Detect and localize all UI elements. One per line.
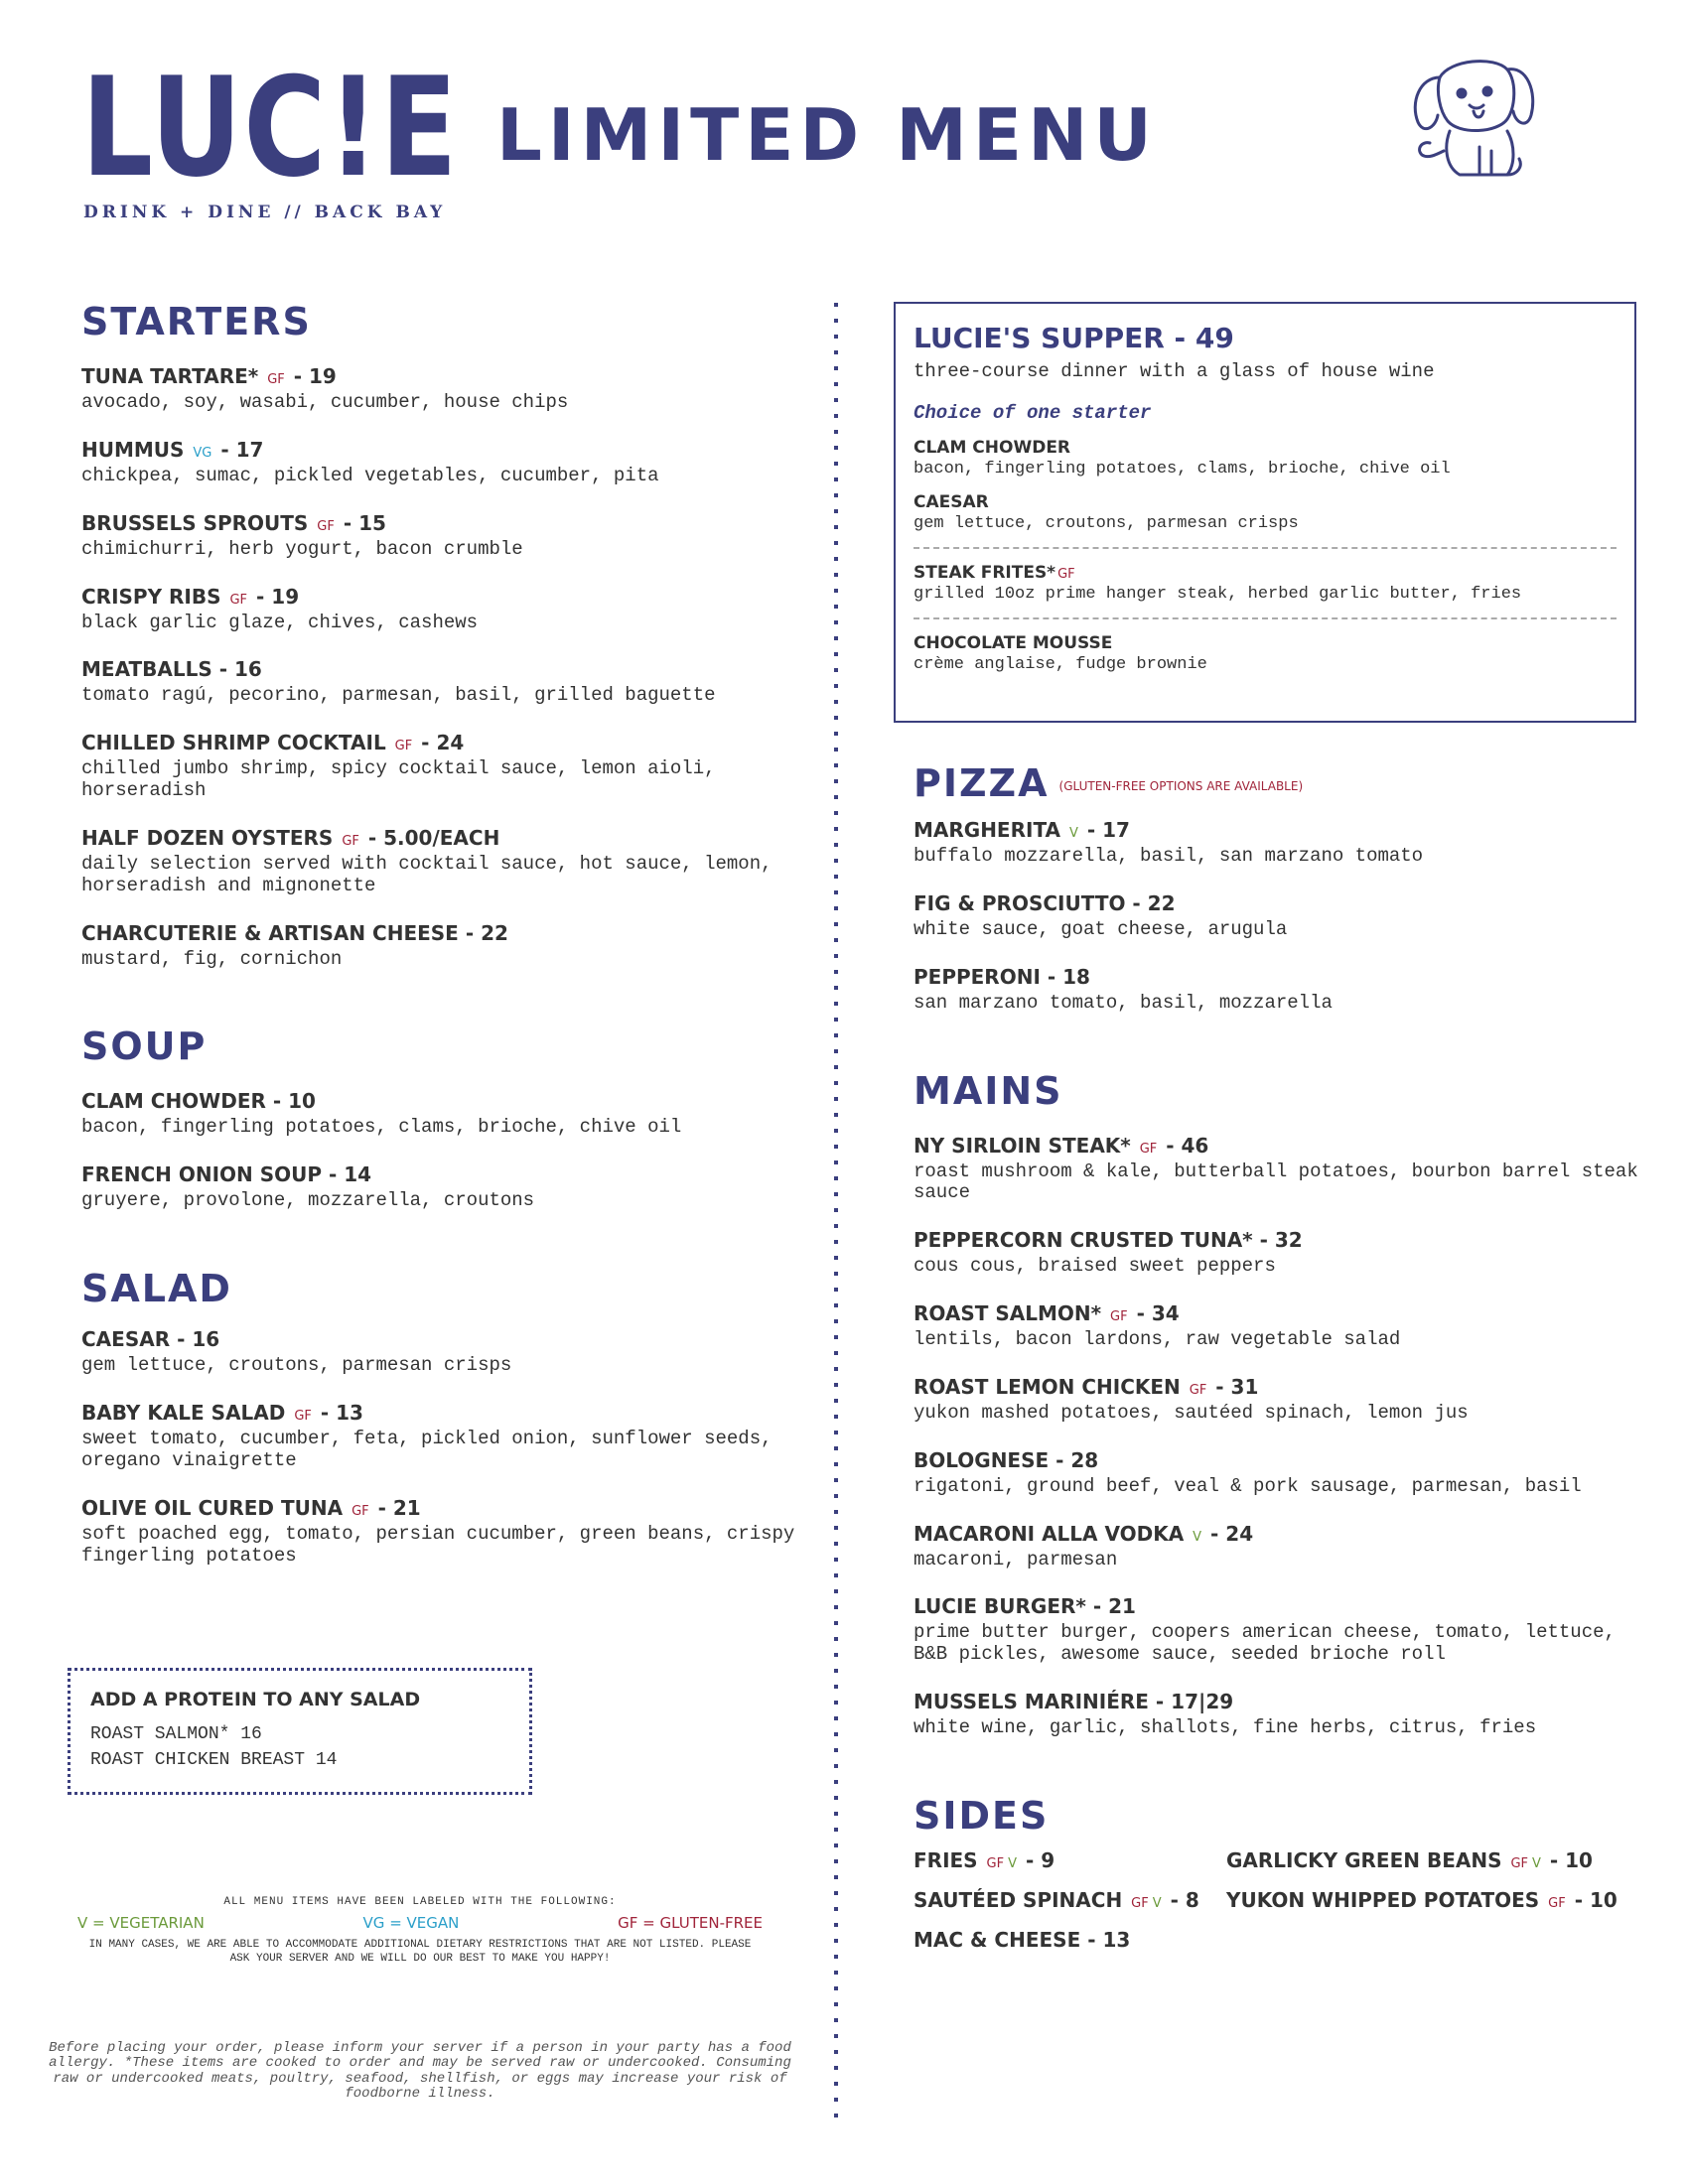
menu-item: [81, 731, 796, 802]
side-item: GARLICKY GREEN BEANS GF V - 10: [1226, 1847, 1593, 1872]
supper-divider: [914, 617, 1617, 619]
supper-title: LUCIE'S SUPPER - 49: [914, 322, 1234, 354]
vegan-tag: VG: [193, 445, 212, 461]
supper-item-desc: crème anglaise, fudge brownie: [914, 655, 1207, 674]
add-protein-title: ADD A PROTEIN TO ANY SALAD: [90, 1689, 421, 1710]
menu-item: [914, 1594, 1638, 1666]
menu-item-name: CAESAR - 16: [81, 1327, 220, 1352]
vegetarian-tag: V: [1008, 1855, 1018, 1871]
soup-title: SOUP: [81, 1024, 208, 1069]
menu-item: [914, 1301, 1638, 1351]
menu-item-name: LUCIE BURGER* - 21: [914, 1594, 1136, 1619]
menu-item: [81, 438, 796, 487]
supper-subtitle: three-course dinner with a glass of house wine: [914, 360, 1435, 382]
menu-item-description: sweet tomato, cucumber, feta, pickled onion, sunflower seeds, oregano vinaigrette: [81, 1427, 773, 1471]
menu-item: [914, 1375, 1638, 1425]
menu-item-description: buffalo mozzarella, basil, san marzano tomato: [914, 845, 1424, 867]
menu-item-description: prime butter burger, coopers american cheese, tomato, lettuce, B&B pickles, awesome sauce, seeded brioche roll: [914, 1621, 1616, 1666]
menu-item-description: yukon mashed potatoes, sautéed spinach, lemon jus: [914, 1401, 1469, 1424]
menu-item-description: daily selection served with cocktail sauce, hot sauce, lemon, horseradish and mignonette: [81, 852, 773, 896]
supper-item-desc: gem lettuce, croutons, parmesan crisps: [914, 514, 1299, 533]
vegetarian-tag: V: [1193, 1529, 1202, 1545]
menu-item-name: CRISPY RIBS GF - 19: [81, 584, 300, 609]
side-item: FRIES GF V - 9: [914, 1847, 1055, 1872]
menu-item: [914, 1448, 1638, 1498]
restaurant-logo: LUC!E: [81, 48, 460, 207]
supper-item: [914, 633, 1617, 674]
supper-item-desc: grilled 10oz prime hanger steak, herbed garlic butter, fries: [914, 585, 1522, 604]
supper-item-name: STEAK FRITES* GF: [914, 563, 1075, 583]
side-item: YUKON WHIPPED POTATOES GF - 10: [1226, 1887, 1618, 1912]
gluten-free-tag: GF: [267, 372, 285, 387]
menu-item-name: MACARONI ALLA VODKA V - 24: [914, 1521, 1254, 1546]
mains-list: [914, 1134, 1638, 1739]
menu-item: [81, 1089, 796, 1139]
menu-item: [81, 585, 796, 634]
mains-title: MAINS: [914, 1068, 1063, 1113]
menu-item-description: black garlic glaze, chives, cashews: [81, 611, 479, 633]
legend-gluten-free: GF = GLUTEN-FREE: [618, 1914, 763, 1932]
supper-choice-label: Choice of one starter: [914, 402, 1152, 424]
starters-title: STARTERS: [81, 300, 312, 343]
protein-option: ROAST SALMON* 16: [90, 1724, 262, 1744]
gluten-free-tag: GF: [1057, 567, 1075, 582]
menu-item-name: HALF DOZEN OYSTERS GF - 5.00/EACH: [81, 825, 500, 850]
menu-item-description: gruyere, provolone, mozzarella, croutons: [81, 1189, 535, 1212]
pizza-list: [914, 818, 1638, 1015]
menu-item-description: gem lettuce, croutons, parmesan crisps: [81, 1354, 512, 1377]
menu-item: [81, 1162, 796, 1212]
protein-option: ROAST CHICKEN BREAST 14: [90, 1750, 338, 1770]
menu-item-description: roast mushroom & kale, butterball potatoes, bourbon barrel steak sauce: [914, 1160, 1638, 1204]
menu-item-description: avocado, soy, wasabi, cucumber, house chips: [81, 391, 569, 413]
menu-item-description: lentils, bacon lardons, raw vegetable salad: [914, 1328, 1401, 1351]
menu-item-name: NY SIRLOIN STEAK* GF - 46: [914, 1133, 1209, 1158]
menu-item-name: FRENCH ONION SOUP - 14: [81, 1162, 372, 1187]
menu-item-name: CHILLED SHRIMP COCKTAIL GF - 24: [81, 731, 465, 755]
menu-item: [914, 818, 1638, 868]
menu-item-name: ROAST SALMON* GF - 34: [914, 1301, 1180, 1326]
menu-item-name: CLAM CHOWDER - 10: [81, 1089, 316, 1114]
left-column: [81, 300, 796, 1567]
menu-item: [81, 1327, 796, 1377]
legend-row: [77, 1914, 763, 1932]
menu-item: [81, 657, 796, 707]
gluten-free-tag: GF: [394, 739, 413, 754]
menu-item: [914, 1228, 1638, 1278]
gluten-free-tag: GF: [294, 1408, 312, 1424]
menu-item-description: chickpea, sumac, pickled vegetables, cucumber, pita: [81, 464, 659, 486]
dietary-legend: [77, 1896, 763, 1967]
supper-item: [914, 563, 1617, 604]
menu-item-description: white wine, garlic, shallots, fine herbs, citrus, fries: [914, 1716, 1537, 1739]
menu-item: [81, 826, 796, 897]
gluten-free-tag: GF: [1110, 1309, 1128, 1325]
pizza-title: PIZZA (GLUTEN-FREE OPTIONS ARE AVAILABLE): [914, 761, 1304, 805]
menu-item-description: tomato ragú, pecorino, parmesan, basil, grilled baguette: [81, 684, 716, 707]
menu-item: [81, 364, 796, 414]
vegetarian-tag: V: [1152, 1895, 1162, 1911]
supper-item: [914, 438, 1617, 478]
menu-item-description: rigatoni, ground beef, veal & pork sausage, parmesan, basil: [914, 1474, 1582, 1497]
vegetarian-tag: V: [1532, 1855, 1541, 1871]
gluten-free-tag: GF: [1131, 1895, 1149, 1911]
menu-item-description: bacon, fingerling potatoes, clams, brioche, chive oil: [81, 1116, 682, 1139]
menu-item-name: MEATBALLS - 16: [81, 657, 262, 682]
legend-heading: ALL MENU ITEMS HAVE BEEN LABELED WITH THE FOLLOWING:: [223, 1896, 617, 1908]
supper-divider: [914, 547, 1617, 549]
menu-item-description: mustard, fig, cornichon: [81, 947, 343, 970]
menu-item-description: cous cous, braised sweet peppers: [914, 1255, 1276, 1278]
supper-item-name: CHOCOLATE MOUSSE: [914, 633, 1113, 653]
menu-item-name: BRUSSELS SPROUTS GF - 15: [81, 510, 386, 535]
menu-item-description: white sauce, goat cheese, arugula: [914, 917, 1288, 940]
menu-item-description: chilled jumbo shrimp, spicy cocktail sauce, lemon aioli, horseradish: [81, 757, 716, 802]
gluten-free-tag: GF: [1189, 1382, 1207, 1398]
gluten-free-tag: GF: [229, 592, 248, 608]
gluten-free-tag: GF: [1510, 1855, 1528, 1871]
menu-item-name: PEPPERCORN CRUSTED TUNA* - 32: [914, 1228, 1303, 1253]
menu-item-description: san marzano tomato, basil, mozzarella: [914, 991, 1333, 1014]
menu-item: [81, 511, 796, 561]
right-column: [914, 761, 1638, 1952]
sides-list: [914, 1848, 1638, 1952]
menu-item: [914, 891, 1638, 941]
menu-item: [914, 1690, 1638, 1739]
salad-title: SALAD: [81, 1267, 232, 1311]
menu-item: [914, 1134, 1638, 1205]
menu-item-name: OLIVE OIL CURED TUNA GF - 21: [81, 1495, 421, 1520]
supper-item-name: CLAM CHOWDER: [914, 438, 1071, 458]
dog-illustration-icon: [1400, 48, 1549, 187]
menu-item-name: HUMMUS VG - 17: [81, 437, 264, 462]
starters-list: [81, 364, 796, 970]
side-item: MAC & CHEESE - 13: [914, 1927, 1131, 1952]
menu-item-name: CHARCUTERIE & ARTISAN CHEESE - 22: [81, 920, 508, 945]
restaurant-tagline: DRINK + DINE // BACK BAY: [83, 203, 447, 222]
supper-item-desc: bacon, fingerling potatoes, clams, brioche, chive oil: [914, 460, 1451, 478]
legend-vegetarian: V = VEGETARIAN: [77, 1914, 205, 1932]
menu-item-name: BABY KALE SALAD GF - 13: [81, 1400, 363, 1425]
supper-item-name: CAESAR: [914, 492, 989, 512]
menu-item-description: soft poached egg, tomato, persian cucumber, green beans, crispy fingerling potatoes: [81, 1522, 795, 1567]
gluten-free-tag: GF: [317, 518, 335, 534]
menu-item-description: macaroni, parmesan: [914, 1548, 1118, 1570]
menu-item-name: FIG & PROSCIUTTO - 22: [914, 890, 1176, 915]
supper-item: [914, 492, 1617, 533]
salad-list: [81, 1327, 796, 1567]
column-divider: [832, 303, 840, 2129]
menu-item: [81, 1401, 796, 1472]
menu-item-description: chimichurri, herb yogurt, bacon crumble: [81, 537, 523, 560]
menu-item-name: BOLOGNESE - 28: [914, 1447, 1099, 1472]
menu-title: LIMITED MENU: [496, 93, 1158, 177]
legend-note: IN MANY CASES, WE ARE ABLE TO ACCOMMODATE ADDITIONAL DIETARY RESTRICTIONS THAT ARE NOT LISTED. PLEASE ASK YOUR SERVER AND WE WILL DO OUR BEST TO MAKE YOU HAPPY!: [88, 1939, 752, 1966]
allergy-disclaimer: Before placing your order, please inform your server if a person in your party has a food allergy. *These items are cooked to order and may be served raw or undercooked. Consuming raw or undercooked meats, poultry, seafood, shellfish, or eggs may increase your risk of foodborne illness.: [49, 2040, 791, 2103]
vegetarian-tag: V: [1068, 826, 1078, 841]
pizza-gluten-free-note: (GLUTEN-FREE OPTIONS ARE AVAILABLE): [1058, 778, 1304, 793]
legend-vegan: VG = VEGAN: [362, 1914, 460, 1932]
sides-title: SIDES: [914, 1793, 1050, 1838]
lucies-supper-box: [894, 302, 1636, 723]
add-protein-box: [68, 1668, 532, 1795]
soup-list: [81, 1089, 796, 1212]
gluten-free-tag: GF: [1548, 1895, 1566, 1911]
menu-item: [914, 965, 1638, 1015]
gluten-free-tag: GF: [352, 1503, 369, 1519]
side-item: SAUTÉED SPINACH GF V - 8: [914, 1887, 1199, 1912]
menu-item-name: TUNA TARTARE* GF - 19: [81, 364, 337, 388]
menu-item-name: ROAST LEMON CHICKEN GF - 31: [914, 1374, 1259, 1399]
menu-item: [81, 1496, 796, 1568]
menu-item: [914, 1522, 1638, 1571]
menu-item-name: PEPPERONI - 18: [914, 964, 1090, 989]
menu-item-name: MARGHERITA V - 17: [914, 818, 1130, 842]
menu-item-name: MUSSELS MARINIÉRE - 17|29: [914, 1690, 1234, 1714]
gluten-free-tag: GF: [1139, 1141, 1158, 1157]
menu-item: [81, 921, 796, 971]
gluten-free-tag: GF: [986, 1855, 1005, 1871]
gluten-free-tag: GF: [342, 833, 359, 849]
